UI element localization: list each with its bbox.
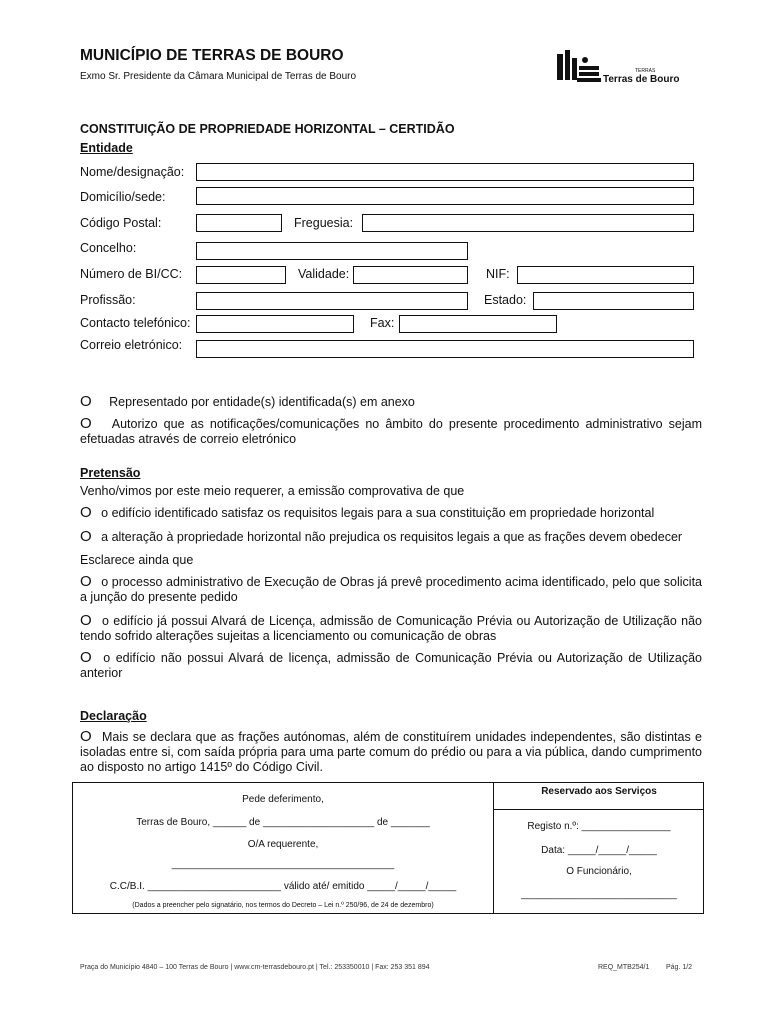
- codigo-postal-field[interactable]: [196, 214, 282, 232]
- legal-note: (Dados a preencher pelo signatário, nos termos do Decreto – Lei n.º 250/96, de 24 de dezembro): [132, 902, 434, 909]
- label-domicilio: Domicílio/sede:: [80, 190, 166, 204]
- signature-box: [72, 782, 704, 914]
- footer-page: Pág. 1/2: [666, 964, 693, 971]
- logo-emblem-icon: [555, 48, 603, 88]
- footer-ref: REQ_MTB254/1: [598, 964, 650, 971]
- esclarece-text: Esclarece ainda que: [80, 553, 194, 567]
- radio-circle-icon[interactable]: O: [80, 573, 92, 590]
- label-estado: Estado:: [484, 293, 527, 307]
- page-title: MUNICÍPIO DE TERRAS DE BOURO: [80, 47, 344, 64]
- contacto-field[interactable]: [196, 315, 354, 333]
- data-field: Data: _____/_____/_____: [541, 845, 657, 856]
- radio-circle-icon[interactable]: O: [80, 415, 92, 432]
- pretensao-option-4-text: o edifício já possui Alvará de Licença, admissão de Comunicação Prévia ou Autorização de Utilização não tendo sofrido alterações sujeitas a licenciamento ou comunicação de obras: [80, 614, 702, 643]
- pretensao-option-3-text: o processo administrativo de Execução de Obras já prevê procedimento acima identificado, pelo que solicita a junção do presente pedido: [80, 575, 702, 604]
- label-correio: Correio eletrónico:: [80, 338, 183, 352]
- pretensao-option-3[interactable]: [80, 574, 702, 605]
- document-title: CONSTITUIÇÃO DE PROPRIEDADE HORIZONTAL – CERTIDÃO: [80, 122, 455, 136]
- reserved-heading: Reservado aos Serviços: [541, 786, 657, 797]
- nome-field[interactable]: [196, 163, 694, 181]
- radio-circle-icon[interactable]: O: [80, 528, 92, 545]
- radio-circle-icon[interactable]: O: [80, 649, 92, 666]
- section-heading-declaracao: Declaração: [80, 709, 147, 723]
- profissao-field[interactable]: [196, 292, 468, 310]
- radio-circle-icon[interactable]: O: [80, 612, 92, 629]
- registo-field: Registo n.º: ________________: [527, 821, 671, 832]
- label-freguesia: Freguesia:: [294, 216, 354, 230]
- label-numero-bi: Número de BI/CC:: [80, 267, 183, 281]
- radio-circle-icon[interactable]: O: [80, 728, 92, 745]
- pretensao-option-2-text: a alteração à propriedade horizontal não prejudica os requisitos legais a que as frações devem obedecer: [101, 530, 683, 544]
- nif-field[interactable]: [517, 266, 694, 284]
- local-data-field[interactable]: Terras de Bouro, ______ de ____________________ de _______: [136, 817, 430, 828]
- numero-bi-field[interactable]: [196, 266, 286, 284]
- fax-field[interactable]: [399, 315, 557, 333]
- pretensao-option-5-text: o edifício não possui Alvará de licença, admissão de Comunicação Prévia ou Autorização de Utilização anterior: [80, 651, 702, 680]
- radio-circle-icon[interactable]: O: [80, 504, 92, 521]
- label-concelho: Concelho:: [80, 241, 137, 255]
- page-subtitle: Exmo Sr. Presidente da Câmara Municipal de Terras de Bouro: [80, 71, 357, 82]
- label-validade: Validade:: [298, 267, 350, 281]
- correio-field[interactable]: [196, 340, 694, 358]
- municipality-logo: [555, 46, 695, 92]
- pretensao-option-5[interactable]: [80, 650, 702, 681]
- label-profissao: Profissão:: [80, 293, 136, 307]
- label-contacto: Contacto telefónico:: [80, 316, 191, 330]
- footer-address: Praça do Município 4840 – 100 Terras de Bouro | www.cm-terrasdebouro.pt | Tel.: 253350010 | Fax: 253 351 894: [80, 964, 430, 971]
- option-representado[interactable]: [80, 394, 702, 410]
- ccbi-field[interactable]: C.C/B.I. ________________________ válido até/ emitido _____/_____/_____: [109, 881, 457, 892]
- logo-text: Terras de Bouro: [603, 74, 680, 85]
- pretensao-option-4[interactable]: [80, 613, 702, 644]
- validade-field[interactable]: [353, 266, 468, 284]
- section-heading-entidade: Entidade: [80, 141, 133, 155]
- option-autorizo[interactable]: [80, 416, 702, 447]
- requerente-signature-line[interactable]: ________________________________________: [171, 859, 395, 870]
- section-heading-pretensao: Pretensão: [80, 466, 141, 480]
- radio-circle-icon[interactable]: O: [80, 393, 92, 410]
- label-codigo-postal: Código Postal:: [80, 216, 162, 230]
- deferimento-text: Pede deferimento,: [242, 794, 324, 805]
- representado-text: Representado por entidade(s) identificada(s) em anexo: [109, 395, 415, 409]
- freguesia-field[interactable]: [362, 214, 694, 232]
- declaracao-text: Mais se declara que as frações autónomas, além de constituírem unidades independentes, são distintas e isoladas entre si, com saída própria para uma parte comum do prédio ou para a via pública, dando cumprimento ao disposto no artigo 1415º do Código Civil.: [80, 730, 702, 774]
- label-nome: Nome/designação:: [80, 165, 185, 179]
- logo-small-text: TERRAS: [635, 68, 656, 74]
- pretensao-intro: Venho/vimos por este meio requerer, a emissão comprovativa de que: [80, 484, 465, 498]
- estado-field[interactable]: [533, 292, 694, 310]
- declaracao-paragraph: [80, 729, 702, 775]
- domicilio-field[interactable]: [196, 187, 694, 205]
- concelho-field[interactable]: [196, 242, 468, 260]
- funcionario-signature-line: ____________________________: [521, 889, 677, 900]
- autorizo-text: Autorizo que as notificações/comunicações no âmbito do presente procedimento administrativo sejam efetuadas através de correio eletrónico: [80, 417, 702, 446]
- label-nif: NIF:: [486, 267, 510, 281]
- pretensao-option-2[interactable]: [80, 529, 702, 545]
- requerente-label: O/A requerente,: [247, 839, 319, 850]
- label-fax: Fax:: [370, 316, 395, 330]
- funcionario-label: O Funcionário,: [566, 866, 632, 877]
- pretensao-option-1-text: o edifício identificado satisfaz os requisitos legais para a sua constituição em propriedade horizontal: [101, 506, 655, 520]
- pretensao-option-1[interactable]: [80, 505, 702, 521]
